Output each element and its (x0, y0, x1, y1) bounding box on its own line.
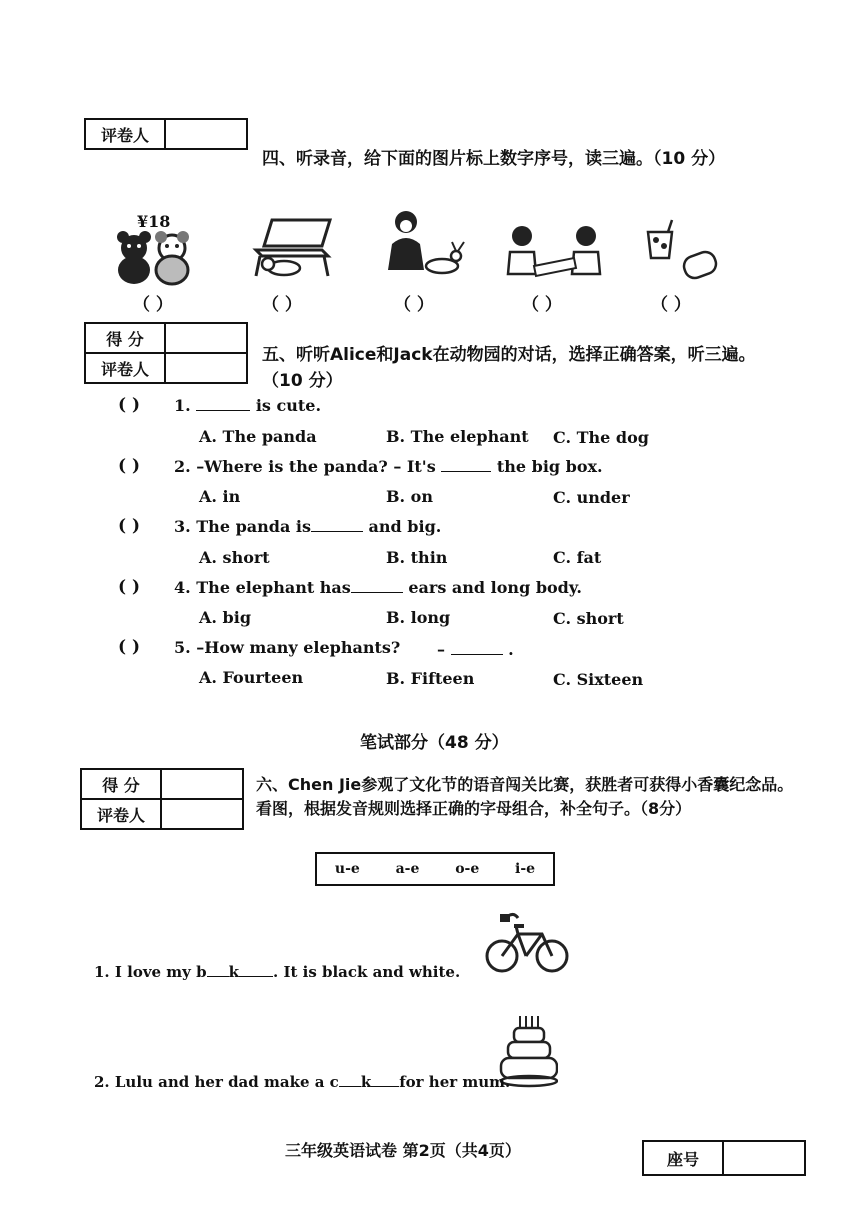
option-a: A. big (199, 608, 252, 627)
answer-blank[interactable] (239, 962, 273, 977)
seat-box (642, 1140, 806, 1176)
picture-paren-4[interactable]: （ ） (522, 295, 562, 315)
score-label: 得 分 (85, 323, 165, 353)
grader-blank[interactable] (165, 119, 247, 149)
picture-paren-1[interactable]: （ ） (133, 295, 173, 315)
answer-blank[interactable] (451, 640, 503, 655)
question-1: 1. is cute. (174, 396, 322, 415)
section5-title-line2: （10 分） (262, 371, 343, 391)
grader-label: 评卷人 (85, 119, 165, 149)
option-b: B. on (386, 487, 433, 506)
picture-paren-2[interactable]: （ ） (262, 295, 302, 315)
option-c: C. The dog (553, 428, 649, 447)
picture-paren-5[interactable]: （ ） (651, 295, 691, 315)
option-a: A. The panda (199, 427, 317, 446)
section4-title: 四、听录音，给下面的图片标上数字序号，读三遍。（10 分） (262, 149, 726, 169)
answer-paren-2[interactable]: ( ) (118, 456, 141, 476)
score-box-6 (80, 768, 244, 830)
answer-blank[interactable] (207, 962, 229, 977)
option-c: C. fat (553, 548, 602, 567)
option-c: C. under (553, 488, 630, 507)
answer-paren-1[interactable]: ( ) (118, 395, 141, 415)
drink-cup-icon (642, 218, 722, 284)
answer-blank[interactable] (311, 517, 363, 532)
question-3: 3. The panda is and big. (174, 517, 442, 536)
written-part-title: 笔试部分（48 分） (360, 733, 509, 753)
grader-blank[interactable] (161, 799, 243, 829)
letter-option: u-e (334, 861, 360, 877)
letter-option: i-e (515, 861, 536, 877)
option-b: B. The elephant (386, 427, 529, 446)
seat-label: 座号 (643, 1141, 723, 1175)
score-blank[interactable] (165, 323, 247, 353)
grader-label: 评卷人 (85, 353, 165, 383)
option-a: A. short (199, 548, 270, 567)
sentence-2: 2. Lulu and her dad make a c k for her mum. (94, 1073, 511, 1091)
option-c: C. short (553, 609, 624, 628)
answer-paren-3[interactable]: ( ) (118, 516, 141, 536)
section6-title-line2: 看图，根据发音规则选择正确的字母组合，补全句子。（8分） (256, 799, 692, 818)
girl-deer-icon (384, 210, 468, 280)
chair-dog-icon (250, 216, 334, 280)
answer-blank[interactable] (196, 396, 250, 411)
option-a: A. Fourteen (199, 668, 304, 687)
picture-paren-3[interactable]: （ ） (394, 295, 434, 315)
price-tag: ¥18 (137, 212, 171, 231)
answer-blank[interactable] (371, 1072, 399, 1087)
letter-options-box (315, 852, 555, 886)
score-blank[interactable] (161, 769, 243, 799)
answer-blank[interactable] (441, 457, 491, 472)
sentence-1: 1. I love my b k . It is black and white. (94, 963, 461, 981)
answer-paren-5[interactable]: ( ) (118, 637, 141, 657)
option-b: B. thin (386, 548, 448, 567)
option-b: B. long (386, 608, 451, 627)
page-footer: 三年级英语试卷 第2页（共4页） (285, 1141, 521, 1160)
grader-blank[interactable] (165, 353, 247, 383)
question-2: 2. –Where is the panda? – It's the big box. (174, 457, 603, 476)
answer-blank[interactable] (351, 578, 403, 593)
grader-label: 评卷人 (81, 799, 161, 829)
option-a: A. in (199, 487, 241, 506)
score-box-5 (84, 322, 248, 384)
question-4: 4. The elephant has ears and long body. (174, 578, 582, 597)
seat-blank[interactable] (723, 1141, 805, 1175)
question-5: 5. –How many elephants? (174, 638, 401, 657)
section5-title-line1: 五、听听Alice和Jack在动物园的对话，选择正确答案，听三遍。 (262, 345, 756, 365)
option-c: C. Sixteen (553, 670, 644, 689)
teddy-bears-icon (112, 230, 196, 286)
kids-drawing-icon (506, 224, 604, 282)
answer-paren-4[interactable]: ( ) (118, 577, 141, 597)
letter-option: a-e (395, 861, 420, 877)
option-b: B. Fifteen (386, 669, 475, 688)
question-5-answer: – . (437, 640, 514, 659)
letter-option: o-e (455, 861, 480, 877)
answer-blank[interactable] (339, 1072, 361, 1087)
section6-title-line1: 六、Chen Jie参观了文化节的语音闯关比赛，获胜者可获得小香囊纪念品。 (256, 775, 794, 794)
bike-icon (484, 910, 570, 976)
score-label: 得 分 (81, 769, 161, 799)
grader-box-4 (84, 118, 248, 150)
